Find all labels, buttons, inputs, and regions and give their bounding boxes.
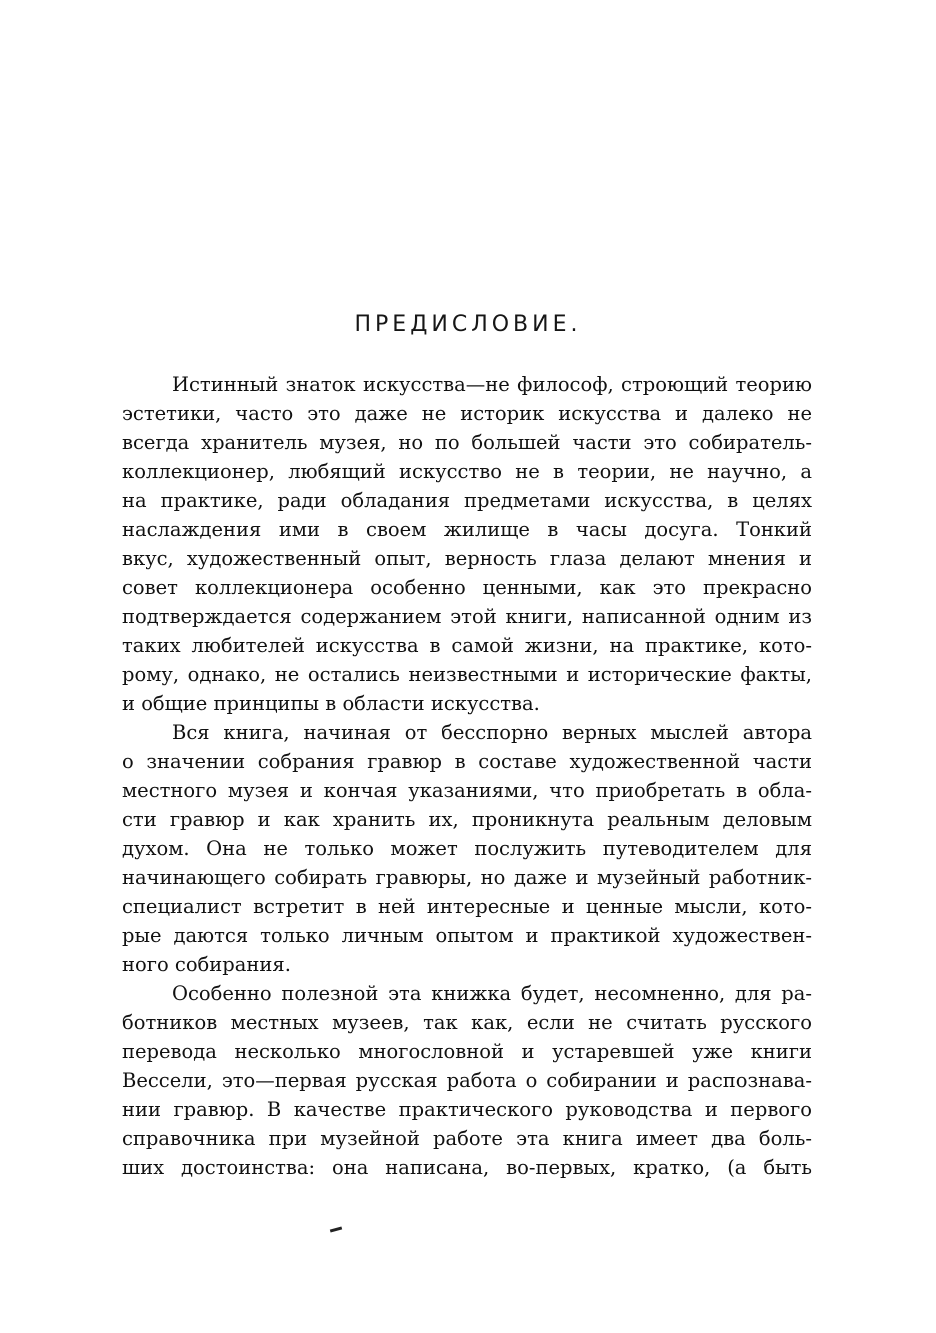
text-line: нии гравюр. В качестве практического руководства и первого — [122, 1098, 812, 1121]
text-line: на практике, ради обладания предметами искусства, в целях — [122, 489, 812, 512]
text-line: местного музея и кончая указаниями, что приобретать в обла- — [122, 779, 812, 802]
text-line: вкус, художественный опыт, верность глаза делают мнения и — [122, 547, 812, 570]
text-line: сти гравюр и как хранить их, проникнута реальным деловым — [122, 808, 812, 831]
text-line: Истинный знаток искусства—не философ, строющий теорию — [172, 373, 812, 396]
text-line: специалист встретит в ней интересные и ценные мысли, кото- — [122, 895, 812, 918]
print-mark — [330, 1226, 342, 1232]
text-line: начинающего собирать гравюры, но даже и музейный работник- — [122, 866, 812, 889]
text-line: ботников местных музеев, так как, если не считать русского — [122, 1011, 812, 1034]
text-line: совет коллекционера особенно ценными, как это прекрасно — [122, 576, 812, 599]
text-line: рые даются только личным опытом и практикой художествен- — [122, 924, 812, 947]
text-line: справочника при музейной работе эта книга имеет два боль- — [122, 1127, 812, 1150]
text-line: Вессели, это—первая русская работа о собирании и распознава- — [122, 1069, 812, 1092]
text-line: коллекционер, любящий искусство не в теории, не научно, а — [122, 460, 812, 483]
text-line: ших достоинства: она написана, во-первых, кратко, (а быть — [122, 1156, 812, 1179]
text-line: ного собирания. — [122, 953, 291, 976]
page-title: ПРЕДИСЛОВИЕ. — [354, 312, 582, 337]
text-line: духом. Она не только может послужить путеводителем для — [122, 837, 812, 860]
text-line: перевода несколько многословной и устаревшей уже книги — [122, 1040, 812, 1063]
text-line: рому, однако, не остались неизвестными и исторические факты, — [122, 663, 812, 686]
text-line: Особенно полезной эта книжка будет, несомненно, для ра- — [172, 982, 812, 1005]
text-line: эстетики, часто это даже не историк искусства и далеко не — [122, 402, 812, 425]
text-line: о значении собрания гравюр в составе художественной части — [122, 750, 812, 773]
text-line: всегда хранитель музея, но по большей части это собиратель- — [122, 431, 812, 454]
text-line: таких любителей искусства в самой жизни, на практике, кото- — [122, 634, 812, 657]
text-line: и общие принципы в области искусства. — [122, 692, 540, 715]
text-line: наслаждения ими в своем жилище в часы досуга. Тонкий — [122, 518, 812, 541]
text-line: Вся книга, начиная от бесспорно верных мыслей автора — [172, 721, 812, 744]
text-line: подтверждается содержанием этой книги, написанной одним из — [122, 605, 812, 628]
